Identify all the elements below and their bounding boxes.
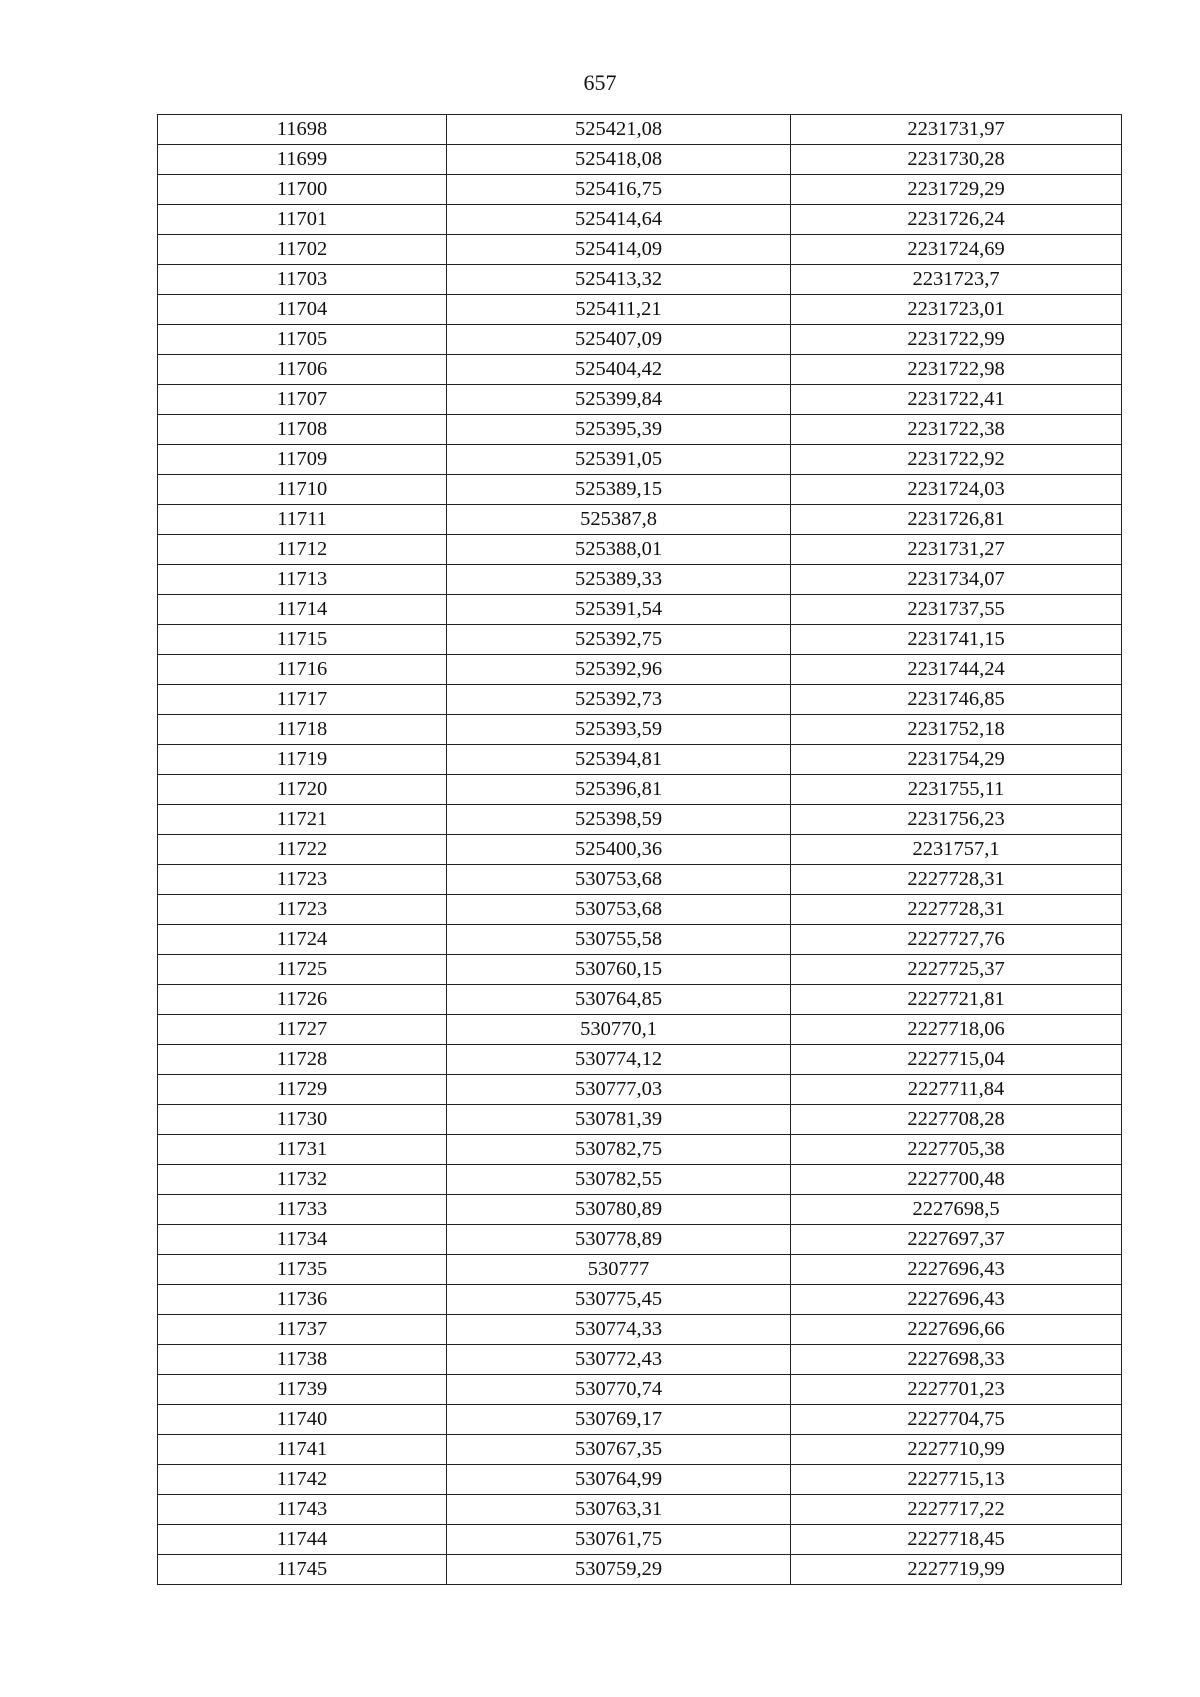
x-coordinate-cell: 530760,15 — [447, 955, 791, 985]
x-coordinate-cell: 530777,03 — [447, 1075, 791, 1105]
table-row — [158, 685, 1122, 715]
point-number-cell: 11719 — [158, 745, 447, 775]
x-coordinate-cell: 530763,31 — [447, 1495, 791, 1525]
y-coordinate-cell: 2231737,55 — [791, 595, 1122, 625]
point-number-cell: 11717 — [158, 685, 447, 715]
y-coordinate-cell: 2227708,28 — [791, 1105, 1122, 1135]
x-coordinate-cell: 525389,33 — [447, 565, 791, 595]
y-coordinate-cell: 2231754,29 — [791, 745, 1122, 775]
table-row — [158, 715, 1122, 745]
point-number-cell: 11732 — [158, 1165, 447, 1195]
x-coordinate-cell: 530770,74 — [447, 1375, 791, 1405]
point-number-cell: 11702 — [158, 235, 447, 265]
y-coordinate-cell: 2227717,22 — [791, 1495, 1122, 1525]
y-coordinate-cell: 2227696,43 — [791, 1255, 1122, 1285]
point-number-cell: 11723 — [158, 895, 447, 925]
y-coordinate-cell: 2231729,29 — [791, 175, 1122, 205]
x-coordinate-cell: 530764,85 — [447, 985, 791, 1015]
point-number-cell: 11705 — [158, 325, 447, 355]
y-coordinate-cell: 2231734,07 — [791, 565, 1122, 595]
point-number-cell: 11725 — [158, 955, 447, 985]
table-row — [158, 1195, 1122, 1225]
y-coordinate-cell: 2231731,27 — [791, 535, 1122, 565]
y-coordinate-cell: 2231755,11 — [791, 775, 1122, 805]
x-coordinate-cell: 530782,55 — [447, 1165, 791, 1195]
y-coordinate-cell: 2227704,75 — [791, 1405, 1122, 1435]
table-row — [158, 1075, 1122, 1105]
point-number-cell: 11700 — [158, 175, 447, 205]
y-coordinate-cell: 2227715,04 — [791, 1045, 1122, 1075]
x-coordinate-cell: 525404,42 — [447, 355, 791, 385]
point-number-cell: 11720 — [158, 775, 447, 805]
point-number-cell: 11703 — [158, 265, 447, 295]
table-row — [158, 1375, 1122, 1405]
x-coordinate-cell: 530767,35 — [447, 1435, 791, 1465]
x-coordinate-cell: 530775,45 — [447, 1285, 791, 1315]
x-coordinate-cell: 530764,99 — [447, 1465, 791, 1495]
y-coordinate-cell: 2231724,03 — [791, 475, 1122, 505]
table-row — [158, 235, 1122, 265]
x-coordinate-cell: 525398,59 — [447, 805, 791, 835]
x-coordinate-cell: 525407,09 — [447, 325, 791, 355]
x-coordinate-cell: 530781,39 — [447, 1105, 791, 1135]
y-coordinate-cell: 2227719,99 — [791, 1555, 1122, 1585]
y-coordinate-cell: 2227721,81 — [791, 985, 1122, 1015]
point-number-cell: 11744 — [158, 1525, 447, 1555]
y-coordinate-cell: 2227727,76 — [791, 925, 1122, 955]
y-coordinate-cell: 2227700,48 — [791, 1165, 1122, 1195]
y-coordinate-cell: 2227710,99 — [791, 1435, 1122, 1465]
x-coordinate-cell: 525418,08 — [447, 145, 791, 175]
table-row — [158, 1525, 1122, 1555]
point-number-cell: 11726 — [158, 985, 447, 1015]
point-number-cell: 11712 — [158, 535, 447, 565]
x-coordinate-cell: 525413,32 — [447, 265, 791, 295]
coordinates-table — [157, 114, 1122, 1585]
table-row — [158, 775, 1122, 805]
point-number-cell: 11710 — [158, 475, 447, 505]
point-number-cell: 11698 — [158, 115, 447, 145]
table-row — [158, 835, 1122, 865]
point-number-cell: 11721 — [158, 805, 447, 835]
point-number-cell: 11740 — [158, 1405, 447, 1435]
point-number-cell: 11728 — [158, 1045, 447, 1075]
x-coordinate-cell: 525399,84 — [447, 385, 791, 415]
table-row — [158, 805, 1122, 835]
x-coordinate-cell: 525421,08 — [447, 115, 791, 145]
table-row — [158, 865, 1122, 895]
table-row — [158, 175, 1122, 205]
table-row — [158, 595, 1122, 625]
point-number-cell: 11714 — [158, 595, 447, 625]
table-row — [158, 1345, 1122, 1375]
y-coordinate-cell: 2231723,7 — [791, 265, 1122, 295]
x-coordinate-cell: 525414,64 — [447, 205, 791, 235]
x-coordinate-cell: 530774,12 — [447, 1045, 791, 1075]
x-coordinate-cell: 525414,09 — [447, 235, 791, 265]
y-coordinate-cell: 2231756,23 — [791, 805, 1122, 835]
x-coordinate-cell: 525392,75 — [447, 625, 791, 655]
x-coordinate-cell: 525391,05 — [447, 445, 791, 475]
point-number-cell: 11711 — [158, 505, 447, 535]
point-number-cell: 11729 — [158, 1075, 447, 1105]
point-number-cell: 11736 — [158, 1285, 447, 1315]
y-coordinate-cell: 2231722,41 — [791, 385, 1122, 415]
y-coordinate-cell: 2231723,01 — [791, 295, 1122, 325]
x-coordinate-cell: 525411,21 — [447, 295, 791, 325]
x-coordinate-cell: 530770,1 — [447, 1015, 791, 1045]
page-number: 657 — [583, 70, 617, 95]
point-number-cell: 11723 — [158, 865, 447, 895]
point-number-cell: 11715 — [158, 625, 447, 655]
table-row — [158, 1285, 1122, 1315]
point-number-cell: 11737 — [158, 1315, 447, 1345]
table-row — [158, 445, 1122, 475]
y-coordinate-cell: 2227697,37 — [791, 1225, 1122, 1255]
y-coordinate-cell: 2231741,15 — [791, 625, 1122, 655]
x-coordinate-cell: 525395,39 — [447, 415, 791, 445]
y-coordinate-cell: 2227718,06 — [791, 1015, 1122, 1045]
x-coordinate-cell: 525396,81 — [447, 775, 791, 805]
y-coordinate-cell: 2231746,85 — [791, 685, 1122, 715]
point-number-cell: 11708 — [158, 415, 447, 445]
x-coordinate-cell: 530761,75 — [447, 1525, 791, 1555]
point-number-cell: 11722 — [158, 835, 447, 865]
x-coordinate-cell: 525394,81 — [447, 745, 791, 775]
point-number-cell: 11730 — [158, 1105, 447, 1135]
table-row — [158, 1405, 1122, 1435]
table-row — [158, 265, 1122, 295]
table-row — [158, 1435, 1122, 1465]
table-row — [158, 115, 1122, 145]
y-coordinate-cell: 2227711,84 — [791, 1075, 1122, 1105]
x-coordinate-cell: 525391,54 — [447, 595, 791, 625]
y-coordinate-cell: 2227698,33 — [791, 1345, 1122, 1375]
table-row — [158, 1255, 1122, 1285]
y-coordinate-cell: 2231722,38 — [791, 415, 1122, 445]
x-coordinate-cell: 530777 — [447, 1255, 791, 1285]
y-coordinate-cell: 2231757,1 — [791, 835, 1122, 865]
point-number-cell: 11741 — [158, 1435, 447, 1465]
table-row — [158, 1105, 1122, 1135]
table-row — [158, 475, 1122, 505]
y-coordinate-cell: 2231722,98 — [791, 355, 1122, 385]
point-number-cell: 11706 — [158, 355, 447, 385]
y-coordinate-cell: 2227696,43 — [791, 1285, 1122, 1315]
table-row — [158, 145, 1122, 175]
x-coordinate-cell: 530769,17 — [447, 1405, 791, 1435]
table-row — [158, 1555, 1122, 1585]
y-coordinate-cell: 2231726,81 — [791, 505, 1122, 535]
x-coordinate-cell: 530753,68 — [447, 865, 791, 895]
table-row — [158, 985, 1122, 1015]
y-coordinate-cell: 2227698,5 — [791, 1195, 1122, 1225]
y-coordinate-cell: 2227696,66 — [791, 1315, 1122, 1345]
table-row — [158, 625, 1122, 655]
table-row — [158, 895, 1122, 925]
y-coordinate-cell: 2231730,28 — [791, 145, 1122, 175]
point-number-cell: 11699 — [158, 145, 447, 175]
coordinates-table-body — [158, 115, 1122, 1585]
table-row — [158, 565, 1122, 595]
table-row — [158, 505, 1122, 535]
point-number-cell: 11709 — [158, 445, 447, 475]
table-row — [158, 1135, 1122, 1165]
table-row — [158, 1465, 1122, 1495]
point-number-cell: 11724 — [158, 925, 447, 955]
point-number-cell: 11727 — [158, 1015, 447, 1045]
x-coordinate-cell: 530755,58 — [447, 925, 791, 955]
x-coordinate-cell: 525393,59 — [447, 715, 791, 745]
x-coordinate-cell: 530759,29 — [447, 1555, 791, 1585]
table-row — [158, 295, 1122, 325]
x-coordinate-cell: 525392,96 — [447, 655, 791, 685]
table-row — [158, 925, 1122, 955]
table-row — [158, 535, 1122, 565]
table-row — [158, 1495, 1122, 1525]
point-number-cell: 11735 — [158, 1255, 447, 1285]
y-coordinate-cell: 2227701,23 — [791, 1375, 1122, 1405]
table-row — [158, 205, 1122, 235]
y-coordinate-cell: 2231752,18 — [791, 715, 1122, 745]
table-row — [158, 385, 1122, 415]
y-coordinate-cell: 2231731,97 — [791, 115, 1122, 145]
x-coordinate-cell: 530772,43 — [447, 1345, 791, 1375]
point-number-cell: 11707 — [158, 385, 447, 415]
x-coordinate-cell: 525387,8 — [447, 505, 791, 535]
y-coordinate-cell: 2231722,92 — [791, 445, 1122, 475]
table-row — [158, 1225, 1122, 1255]
point-number-cell: 11731 — [158, 1135, 447, 1165]
point-number-cell: 11734 — [158, 1225, 447, 1255]
point-number-cell: 11745 — [158, 1555, 447, 1585]
y-coordinate-cell: 2231722,99 — [791, 325, 1122, 355]
y-coordinate-cell: 2231744,24 — [791, 655, 1122, 685]
table-row — [158, 1015, 1122, 1045]
x-coordinate-cell: 525392,73 — [447, 685, 791, 715]
point-number-cell: 11743 — [158, 1495, 447, 1525]
table-row — [158, 355, 1122, 385]
point-number-cell: 11718 — [158, 715, 447, 745]
table-row — [158, 325, 1122, 355]
x-coordinate-cell: 530780,89 — [447, 1195, 791, 1225]
x-coordinate-cell: 525416,75 — [447, 175, 791, 205]
y-coordinate-cell: 2227705,38 — [791, 1135, 1122, 1165]
x-coordinate-cell: 530774,33 — [447, 1315, 791, 1345]
point-number-cell: 11704 — [158, 295, 447, 325]
point-number-cell: 11742 — [158, 1465, 447, 1495]
table-row — [158, 745, 1122, 775]
table-row — [158, 655, 1122, 685]
point-number-cell: 11739 — [158, 1375, 447, 1405]
point-number-cell: 11733 — [158, 1195, 447, 1225]
x-coordinate-cell: 525400,36 — [447, 835, 791, 865]
table-row — [158, 1045, 1122, 1075]
x-coordinate-cell: 525388,01 — [447, 535, 791, 565]
point-number-cell: 11713 — [158, 565, 447, 595]
table-row — [158, 955, 1122, 985]
y-coordinate-cell: 2227728,31 — [791, 895, 1122, 925]
y-coordinate-cell: 2227728,31 — [791, 865, 1122, 895]
point-number-cell: 11701 — [158, 205, 447, 235]
y-coordinate-cell: 2227725,37 — [791, 955, 1122, 985]
table-row — [158, 415, 1122, 445]
table-row — [158, 1165, 1122, 1195]
point-number-cell: 11716 — [158, 655, 447, 685]
x-coordinate-cell: 525389,15 — [447, 475, 791, 505]
y-coordinate-cell: 2231724,69 — [791, 235, 1122, 265]
x-coordinate-cell: 530778,89 — [447, 1225, 791, 1255]
y-coordinate-cell: 2227718,45 — [791, 1525, 1122, 1555]
table-row — [158, 1315, 1122, 1345]
x-coordinate-cell: 530753,68 — [447, 895, 791, 925]
point-number-cell: 11738 — [158, 1345, 447, 1375]
y-coordinate-cell: 2227715,13 — [791, 1465, 1122, 1495]
y-coordinate-cell: 2231726,24 — [791, 205, 1122, 235]
x-coordinate-cell: 530782,75 — [447, 1135, 791, 1165]
